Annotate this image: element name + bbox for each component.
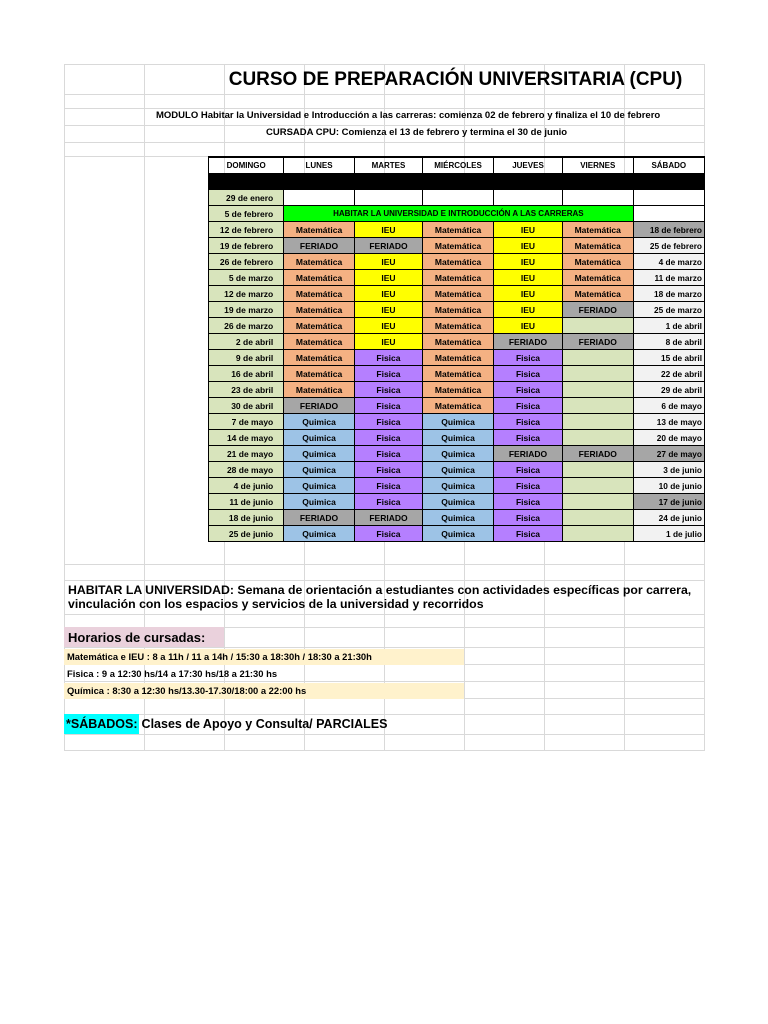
saturday-date-cell: [633, 190, 704, 206]
grid-row-line: [64, 94, 705, 95]
class-cell: Fisica: [494, 382, 563, 398]
table-row: [209, 398, 705, 414]
sunday-date-cell: 12 de febrero: [209, 222, 284, 238]
class-cell: Fisica: [494, 430, 563, 446]
class-cell: [562, 414, 633, 430]
class-cell: Fisica: [354, 462, 422, 478]
saturday-date-cell: 10 de junio: [633, 478, 704, 494]
class-cell: Matemática: [423, 286, 494, 302]
class-cell: Fisica: [494, 478, 563, 494]
sunday-date-cell: 4 de junio: [209, 478, 284, 494]
class-cell: Fisica: [354, 446, 422, 462]
sunday-date-cell: 29 de enero: [209, 190, 284, 206]
class-cell: [562, 398, 633, 414]
sunday-date-cell: 19 de febrero: [209, 238, 284, 254]
day-header: LUNES: [284, 157, 355, 174]
sunday-date-cell: 26 de febrero: [209, 254, 284, 270]
class-cell: Fisica: [354, 350, 422, 366]
class-cell: Matemática: [284, 334, 355, 350]
class-cell: Matemática: [284, 222, 355, 238]
class-cell: IEU: [494, 302, 563, 318]
table-row: [209, 414, 705, 430]
class-cell: Fisica: [494, 414, 563, 430]
table-row: [209, 350, 705, 366]
class-cell: FERIADO: [562, 446, 633, 462]
class-cell: Quimica: [423, 462, 494, 478]
sunday-date-cell: 7 de mayo: [209, 414, 284, 430]
class-cell: Fisica: [354, 366, 422, 382]
cursada-line: CURSADA CPU: Comienza el 13 de febrero y termina el 30 de junio: [266, 127, 568, 138]
habitar-band: HABITAR LA UNIVERSIDAD E INTRODUCCIÓN A LAS CARRERAS: [284, 206, 633, 222]
class-cell: FERIADO: [562, 302, 633, 318]
table-row: [209, 270, 705, 286]
table-row: [209, 286, 705, 302]
class-cell: [562, 350, 633, 366]
class-cell: IEU: [494, 222, 563, 238]
saturday-date-cell: 20 de mayo: [633, 430, 704, 446]
class-cell: Fisica: [354, 478, 422, 494]
class-cell: [494, 190, 563, 206]
class-cell: Matemática: [423, 398, 494, 414]
class-cell: Matemática: [423, 350, 494, 366]
class-cell: Matemática: [562, 222, 633, 238]
day-header: VIERNES: [562, 157, 633, 174]
sabados-line: [64, 714, 387, 734]
day-header: JUEVES: [494, 157, 563, 174]
class-cell: Quimica: [423, 414, 494, 430]
class-cell: Matemática: [423, 334, 494, 350]
horario-matematica: Matemática e IEU : 8 a 11h / 11 a 14h / 15:30 a 18:30h / 18:30 a 21:30h: [64, 649, 464, 665]
class-cell: Matemática: [284, 366, 355, 382]
table-row: [209, 366, 705, 382]
class-cell: IEU: [494, 270, 563, 286]
class-cell: Matemática: [284, 302, 355, 318]
class-cell: FERIADO: [354, 510, 422, 526]
horario-fisica: Fisica : 9 a 12:30 hs/14 a 17:30 hs/18 a 21:30 hs: [67, 668, 278, 679]
grid-row-line: [64, 564, 705, 565]
sunday-date-cell: 14 de mayo: [209, 430, 284, 446]
saturday-date-cell: 1 de abril: [633, 318, 704, 334]
class-cell: Matemática: [423, 270, 494, 286]
table-row: [209, 190, 705, 206]
sunday-date-cell: 26 de marzo: [209, 318, 284, 334]
table-row: [209, 510, 705, 526]
class-cell: Fisica: [494, 398, 563, 414]
grid-row-line: [64, 580, 705, 581]
class-cell: Fisica: [354, 494, 422, 510]
class-cell: Quimica: [284, 478, 355, 494]
class-cell: FERIADO: [494, 446, 563, 462]
class-cell: Matemática: [423, 318, 494, 334]
saturday-date-cell: 18 de febrero: [633, 222, 704, 238]
saturday-date-cell: 29 de abril: [633, 382, 704, 398]
class-cell: Fisica: [494, 510, 563, 526]
modulo-line: MODULO Habitar la Universidad e Introducción a las carreras: comienza 02 de febrero y finaliza el 10 de febrero: [156, 110, 661, 121]
class-cell: Matemática: [423, 382, 494, 398]
class-cell: [562, 478, 633, 494]
horario-quimica: Química : 8:30 a 12:30 hs/13.30-17.30/18:00 a 22:00 hs: [64, 683, 464, 699]
class-cell: Matemática: [423, 238, 494, 254]
class-cell: Quimica: [423, 510, 494, 526]
class-cell: IEU: [354, 254, 422, 270]
class-cell: Matemática: [562, 286, 633, 302]
day-header: MARTES: [354, 157, 422, 174]
sunday-date-cell: 12 de marzo: [209, 286, 284, 302]
saturday-date-cell: 17 de junio: [633, 494, 704, 510]
saturday-date-cell: 22 de abril: [633, 366, 704, 382]
table-row: [209, 382, 705, 398]
class-cell: IEU: [354, 270, 422, 286]
day-header: DOMINGO: [209, 157, 284, 174]
class-cell: IEU: [494, 254, 563, 270]
saturday-date-cell: 4 de marzo: [633, 254, 704, 270]
class-cell: FERIADO: [494, 334, 563, 350]
class-cell: Matemática: [284, 254, 355, 270]
class-cell: IEU: [494, 286, 563, 302]
saturday-date-cell: 13 de mayo: [633, 414, 704, 430]
sunday-date-cell: 23 de abril: [209, 382, 284, 398]
schedule-table: [208, 156, 705, 542]
grid-row-line: [64, 734, 705, 735]
sunday-date-cell: 11 de junio: [209, 494, 284, 510]
class-cell: Quimica: [284, 430, 355, 446]
day-header: MIÉRCOLES: [423, 157, 494, 174]
class-cell: [562, 382, 633, 398]
sunday-date-cell: 28 de mayo: [209, 462, 284, 478]
habitar-note: HABITAR LA UNIVERSIDAD: Semana de orientación a estudiantes con actividades específicas por carrera, vinculación con los espacios y servicios de la universidad y recorridos: [68, 583, 692, 611]
class-cell: Matemática: [284, 318, 355, 334]
class-cell: [354, 190, 422, 206]
class-cell: Matemática: [284, 270, 355, 286]
class-cell: [562, 510, 633, 526]
saturday-date-cell: 24 de junio: [633, 510, 704, 526]
table-row: [209, 446, 705, 462]
sabados-key: *SÁBADOS:: [64, 714, 139, 734]
day-header: SÁBADO: [633, 157, 704, 174]
sunday-date-cell: 18 de junio: [209, 510, 284, 526]
class-cell: FERIADO: [284, 398, 355, 414]
table-row: [209, 462, 705, 478]
class-cell: Quimica: [423, 446, 494, 462]
table-row: [209, 526, 705, 542]
class-cell: [284, 190, 355, 206]
saturday-date-cell: 8 de abril: [633, 334, 704, 350]
class-cell: Fisica: [494, 366, 563, 382]
grid-row-line: [64, 614, 705, 615]
class-cell: Matemática: [423, 222, 494, 238]
class-cell: Matemática: [562, 270, 633, 286]
class-cell: Fisica: [354, 382, 422, 398]
class-cell: Fisica: [354, 414, 422, 430]
class-cell: IEU: [354, 302, 422, 318]
class-cell: [562, 494, 633, 510]
grid-row-line: [64, 647, 705, 648]
class-cell: Matemática: [562, 254, 633, 270]
class-cell: IEU: [354, 286, 422, 302]
class-cell: IEU: [494, 238, 563, 254]
table-row: [209, 222, 705, 238]
class-cell: Fisica: [354, 526, 422, 542]
grid-row-line: [64, 750, 705, 751]
saturday-date-cell: 15 de abril: [633, 350, 704, 366]
class-cell: Matemática: [423, 366, 494, 382]
table-row: [209, 494, 705, 510]
class-cell: Fisica: [354, 430, 422, 446]
class-cell: Fisica: [494, 494, 563, 510]
class-cell: Matemática: [284, 382, 355, 398]
saturday-date-cell: 1 de julio: [633, 526, 704, 542]
table-row: [209, 334, 705, 350]
class-cell: Fisica: [494, 462, 563, 478]
class-cell: Quimica: [423, 430, 494, 446]
class-cell: FERIADO: [284, 238, 355, 254]
sunday-date-cell: 21 de mayo: [209, 446, 284, 462]
class-cell: [562, 190, 633, 206]
class-cell: IEU: [354, 334, 422, 350]
class-cell: [562, 462, 633, 478]
sunday-date-cell: 25 de junio: [209, 526, 284, 542]
table-row: [209, 318, 705, 334]
class-cell: Fisica: [494, 526, 563, 542]
class-cell: Quimica: [423, 494, 494, 510]
saturday-date-cell: 25 de marzo: [633, 302, 704, 318]
saturday-date-cell: 27 de mayo: [633, 446, 704, 462]
grid-row-line: [64, 142, 705, 143]
sunday-date-cell: 2 de abril: [209, 334, 284, 350]
class-cell: Quimica: [284, 494, 355, 510]
class-cell: Quimica: [423, 526, 494, 542]
sunday-date-cell: 5 de marzo: [209, 270, 284, 286]
class-cell: Quimica: [284, 414, 355, 430]
class-cell: Quimica: [284, 462, 355, 478]
saturday-date-cell: 6 de mayo: [633, 398, 704, 414]
class-cell: FERIADO: [562, 334, 633, 350]
class-cell: [562, 366, 633, 382]
class-cell: Matemática: [284, 286, 355, 302]
sunday-date-cell: 16 de abril: [209, 366, 284, 382]
class-cell: Quimica: [284, 446, 355, 462]
class-cell: IEU: [494, 318, 563, 334]
class-cell: FERIADO: [284, 510, 355, 526]
header-row: [209, 157, 705, 174]
table-row: [209, 238, 705, 254]
sunday-date-cell: 5 de febrero: [209, 206, 284, 222]
class-cell: Matemática: [562, 238, 633, 254]
table-row: [209, 478, 705, 494]
class-cell: Quimica: [423, 478, 494, 494]
saturday-date-cell: 25 de febrero: [633, 238, 704, 254]
class-cell: FERIADO: [354, 238, 422, 254]
class-cell: Matemática: [423, 254, 494, 270]
sunday-date-cell: 9 de abril: [209, 350, 284, 366]
horarios-label: Horarios de cursadas:: [64, 627, 224, 647]
class-cell: Fisica: [354, 398, 422, 414]
table-row: [209, 254, 705, 270]
class-cell: Quimica: [284, 526, 355, 542]
class-cell: Matemática: [284, 350, 355, 366]
saturday-date-cell: [633, 206, 704, 222]
class-cell: [562, 318, 633, 334]
spreadsheet: [64, 64, 705, 750]
black-separator-row: [209, 174, 705, 190]
page-title: CURSO DE PREPARACIÓN UNIVERSITARIA (CPU): [228, 69, 683, 90]
class-cell: [562, 430, 633, 446]
sunday-date-cell: 19 de marzo: [209, 302, 284, 318]
class-cell: Matemática: [423, 302, 494, 318]
class-cell: IEU: [354, 222, 422, 238]
habitar-band-row: [209, 206, 705, 222]
saturday-date-cell: 3 de junio: [633, 462, 704, 478]
sabados-value: Clases de Apoyo y Consulta/ PARCIALES: [141, 717, 388, 731]
class-cell: Fisica: [494, 350, 563, 366]
class-cell: [562, 526, 633, 542]
saturday-date-cell: 11 de marzo: [633, 270, 704, 286]
saturday-date-cell: 18 de marzo: [633, 286, 704, 302]
sunday-date-cell: 30 de abril: [209, 398, 284, 414]
table-row: [209, 302, 705, 318]
class-cell: [423, 190, 494, 206]
table-row: [209, 430, 705, 446]
class-cell: IEU: [354, 318, 422, 334]
